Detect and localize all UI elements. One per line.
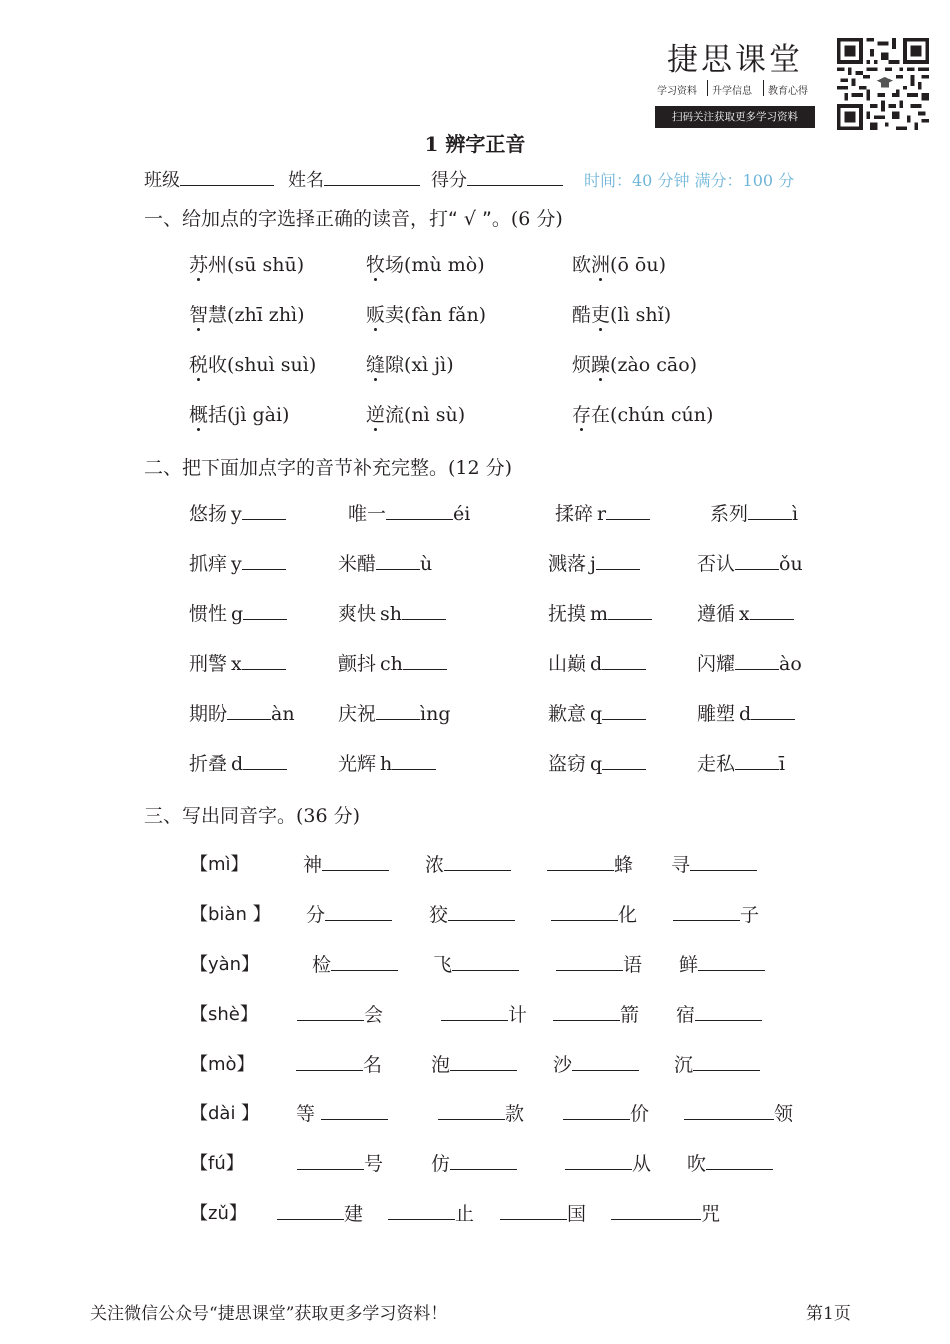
syllable-item [189,699,295,726]
homophone-item [431,1149,517,1176]
initial-hint: sh [380,603,403,625]
homophone-item [303,850,389,877]
final-hint: ào [779,653,802,675]
homophone-item [312,950,398,977]
answer-blank[interactable] [331,953,398,971]
homophone-item [429,900,515,927]
answer-blank[interactable] [444,853,511,871]
given-char: 蜂 [614,854,634,876]
word-char: 存 [572,400,591,427]
brand-name: 捷思课堂 [667,42,803,78]
syllable-item [548,549,640,576]
brand-divider [763,80,764,96]
pinyin-options: (mù mò) [404,254,485,276]
word-text: 抓痒 [189,553,228,575]
homophone-item [297,1149,383,1176]
pronunciation-item [366,350,454,377]
initial-hint: y [231,503,242,525]
initial-hint: d [739,703,752,725]
pinyin-options: (ō ōu) [610,254,667,276]
given-char: 号 [364,1153,384,1175]
word-char: 贩 [366,300,385,327]
pinyin-label: 【fú】 [190,1153,244,1174]
answer-blank[interactable] [325,903,392,921]
answer-blank[interactable] [392,752,436,770]
answer-blank[interactable] [242,502,286,520]
word-char: 收 [208,354,228,376]
word-char: 逆 [366,400,385,427]
homophone-item [441,1000,527,1027]
final-hint: ì [792,503,799,525]
final-hint: ìng [420,703,451,725]
homophone-item [679,950,765,977]
homophone-item [431,1050,517,1077]
pinyin-label: 【biàn 】 [190,904,271,925]
given-char: 分 [306,904,326,926]
word-text: 否认 [697,553,736,575]
pinyin-options: (fàn fǎn) [404,304,487,326]
answer-blank[interactable] [227,702,271,720]
syllable-item [189,599,287,626]
word-char: 税 [189,350,208,377]
given-char: 计 [508,1004,528,1026]
answer-blank[interactable] [243,602,287,620]
pinyin-options: (shuì suì) [227,354,317,376]
given-char: 寻 [671,854,691,876]
answer-blank[interactable] [243,752,287,770]
answer-blank[interactable] [563,1102,630,1120]
time-score-info: 时间：40 分钟 满分：100 分 [584,171,795,190]
given-char: 名 [363,1054,383,1076]
given-char: 鲜 [679,954,699,976]
given-char: 沙 [553,1054,573,1076]
word-text: 遵循 [697,603,736,625]
final-hint: àn [271,703,295,725]
given-char: 价 [630,1103,650,1125]
page-number: 第1页 [806,1304,851,1324]
given-char: 箭 [620,1004,640,1026]
homophone-item [553,1000,639,1027]
word-char: 流 [385,404,405,426]
answer-blank[interactable] [386,502,453,520]
homophone-item [674,1050,760,1077]
pronunciation-item [189,300,305,327]
given-char: 咒 [701,1203,721,1225]
answer-blank[interactable] [684,1102,774,1120]
word-text: 山巅 [548,653,587,675]
word-text: 盗窃 [548,753,587,775]
homophone-item [433,950,519,977]
pronunciation-item [189,400,289,427]
pronunciation-item [366,250,485,277]
answer-blank[interactable] [297,1003,364,1021]
word-text: 抚摸 [548,603,587,625]
footer-note: 关注微信公众号“捷思课堂”获取更多学习资料！ [90,1304,448,1324]
syllable-item [189,499,286,526]
pinyin-label: 【shè】 [190,1004,258,1025]
syllable-item [548,699,646,726]
answer-blank[interactable] [693,1053,760,1071]
info-score: 得分 [431,166,563,192]
brand-tag-2: 升学信息 [712,86,752,97]
given-char: 化 [618,904,638,926]
word-text: 刑警 [189,653,228,675]
syllable-item [697,599,794,626]
syllable-item [697,649,802,676]
syllable-item [338,549,432,576]
word-text: 庆祝 [338,703,377,725]
word-text: 歉意 [548,703,587,725]
info-name: 姓名 [288,166,420,192]
initial-hint: x [231,653,242,675]
given-char: 国 [567,1203,587,1225]
homophone-item [438,1099,524,1126]
word-char: 在 [591,404,611,426]
brand-divider [707,80,708,96]
given-char: 会 [364,1004,384,1026]
answer-blank[interactable] [438,1102,505,1120]
syllable-item [548,599,652,626]
word-char: 牧 [366,250,385,277]
initial-hint: g [231,603,244,625]
answer-blank[interactable] [695,1003,762,1021]
answer-blank[interactable] [402,602,446,620]
answer-blank[interactable] [547,853,614,871]
pinyin-options: (nì sù) [404,404,466,426]
answer-blank[interactable] [690,853,757,871]
word-text: 雕塑 [697,703,736,725]
answer-blank[interactable] [751,702,795,720]
word-text: 米醋 [338,553,377,575]
given-char: 吹 [687,1153,707,1175]
answer-blank[interactable] [572,1053,639,1071]
pinyin-options: (zào cāo) [610,354,698,376]
homophone-item [277,1199,363,1226]
syllable-item [555,499,650,526]
word-char: 括 [208,404,228,426]
given-char: 子 [740,904,760,926]
answer-blank[interactable] [606,502,650,520]
homophone-item [673,900,759,927]
word-text: 溅落 [548,553,587,575]
initial-hint: q [590,753,603,775]
answer-blank[interactable] [553,1003,620,1021]
syllable-item [338,649,447,676]
homophone-item [563,1099,649,1126]
answer-blank[interactable] [450,1053,517,1071]
word-text: 光辉 [338,753,377,775]
homophone-item [611,1199,720,1226]
answer-blank[interactable] [388,1202,455,1220]
answer-blank[interactable] [450,1152,517,1170]
answer-blank[interactable] [297,1152,364,1170]
word-char: 吏 [591,300,610,327]
brand-banner: 扫码关注获取更多学习资料 [655,106,815,128]
answer-blank[interactable] [565,1152,632,1170]
answer-blank[interactable] [242,552,286,570]
answer-blank[interactable] [551,903,618,921]
pronunciation-item [572,350,697,377]
syllable-item [348,499,470,526]
given-char: 泡 [431,1054,451,1076]
given-char: 飞 [433,954,453,976]
answer-blank[interactable] [500,1202,567,1220]
word-text: 期盼 [189,703,228,725]
homophone-item [565,1149,651,1176]
final-hint: ǒu [779,553,803,575]
final-hint: ù [420,553,433,575]
section-1-heading: 一、给加点的字选择正确的读音，打“ √ ”。(6 分) [144,208,563,230]
info-class: 班级 [144,166,274,192]
given-char: 等 [296,1103,322,1125]
given-char: 沉 [674,1054,694,1076]
answer-blank[interactable] [735,752,779,770]
homophone-item [687,1149,773,1176]
pinyin-options: (chún cún) [610,404,714,426]
answer-blank[interactable] [706,1152,773,1170]
word-char: 概 [189,400,208,427]
initial-hint: y [231,553,242,575]
syllable-item [710,499,798,526]
answer-blank[interactable] [735,552,779,570]
word-text: 悠扬 [189,503,228,525]
homophone-item [556,950,642,977]
word-char: 躁 [591,350,610,377]
word-text: 闪耀 [697,653,736,675]
answer-blank[interactable] [296,1053,363,1071]
homophone-item [553,1050,639,1077]
initial-hint: ch [380,653,403,675]
word-char: 场 [385,254,405,276]
word-char: 智 [189,300,208,327]
initial-hint: d [590,653,603,675]
answer-blank[interactable] [611,1202,701,1220]
initial-hint: d [231,753,244,775]
homophone-item [306,900,392,927]
pinyin-options: (jì gài) [227,404,290,426]
pinyin-label: 【mì】 [190,854,249,875]
homophone-item [296,1050,382,1077]
answer-blank[interactable] [602,752,646,770]
syllable-item [338,749,436,776]
word-text: 爽快 [338,603,377,625]
answer-blank[interactable] [602,702,646,720]
syllable-item [697,699,795,726]
section-3-heading: 三、写出同音字。(36 分) [144,805,361,827]
pronunciation-item [572,400,713,427]
pinyin-options: (zhī zhì) [227,304,305,326]
final-hint: ī [779,753,786,775]
word-char: 苏 [189,250,208,277]
answer-blank[interactable] [698,953,765,971]
answer-blank[interactable] [608,602,652,620]
answer-blank[interactable] [403,652,447,670]
answer-blank[interactable] [735,652,779,670]
given-char: 狡 [429,904,449,926]
word-char: 卖 [385,304,405,326]
answer-blank[interactable] [602,652,646,670]
answer-blank[interactable] [448,903,515,921]
section-2-heading: 二、把下面加点字的音节补充完整。(12 分) [144,457,513,479]
syllable-item [189,549,286,576]
word-char: 欧 [572,254,592,276]
syllable-item [189,649,286,676]
given-char: 神 [303,854,323,876]
homophone-item [551,900,637,927]
syllable-item [697,749,785,776]
answer-blank[interactable] [322,853,389,871]
answer-blank[interactable] [321,1102,388,1120]
answer-blank[interactable] [596,552,640,570]
word-char: 洲 [591,250,610,277]
pinyin-options: (xì jì) [404,354,454,376]
homophone-item [671,850,757,877]
word-text: 惯性 [189,603,228,625]
syllable-item [189,749,287,776]
homophone-item [684,1099,793,1126]
brand-tag-1: 学习资料 [657,86,697,97]
final-hint: éi [453,503,471,525]
syllable-item [548,649,646,676]
word-char: 州 [208,254,228,276]
initial-hint: m [590,603,609,625]
initial-hint: j [590,553,596,575]
pinyin-options: (lì shǐ) [610,304,672,326]
word-text: 唯一 [348,503,387,525]
answer-blank[interactable] [441,1003,508,1021]
given-char: 止 [455,1203,475,1225]
initial-hint: q [590,703,603,725]
word-text: 揉碎 [555,503,594,525]
pinyin-label: 【dài 】 [190,1103,260,1124]
given-char: 浓 [425,854,445,876]
word-text: 颤抖 [338,653,377,675]
pronunciation-item [572,250,666,277]
given-char: 宿 [676,1004,696,1026]
pronunciation-item [366,300,486,327]
word-text: 系列 [710,503,749,525]
initial-hint: h [380,753,393,775]
pronunciation-item [189,250,304,277]
given-char: 建 [344,1203,364,1225]
pinyin-label: 【yàn】 [190,954,260,975]
word-char: 隙 [385,354,405,376]
given-char: 领 [774,1103,794,1125]
syllable-item [338,599,446,626]
page-title: 1 辨字正音 [424,132,526,156]
initial-hint: r [597,503,607,525]
answer-blank[interactable] [673,903,740,921]
brand-tag-3: 教育心得 [768,86,808,97]
homophone-item [500,1199,586,1226]
word-char: 烦 [572,354,592,376]
qr-code-icon [837,38,929,130]
pronunciation-item [189,350,316,377]
word-char: 缝 [366,350,385,377]
answer-blank[interactable] [376,702,420,720]
pinyin-label: 【zǔ】 [190,1203,247,1224]
given-char: 仿 [431,1153,451,1175]
word-text: 走私 [697,753,736,775]
homophone-item [547,850,633,877]
pinyin-label: 【mò】 [190,1054,255,1075]
given-char: 款 [505,1103,525,1125]
homophone-item [297,1000,383,1027]
answer-blank[interactable] [242,652,286,670]
syllable-item [548,749,646,776]
homophone-item [425,850,511,877]
answer-blank[interactable] [748,502,792,520]
given-char: 从 [632,1153,652,1175]
homophone-item [296,1099,388,1126]
answer-blank[interactable] [452,953,519,971]
syllable-item [697,549,803,576]
homophone-item [676,1000,762,1027]
pinyin-options: (sū shū) [227,254,305,276]
answer-blank[interactable] [376,552,420,570]
answer-blank[interactable] [277,1202,344,1220]
word-char: 慧 [208,304,228,326]
given-char: 检 [312,954,332,976]
syllable-item [338,699,451,726]
initial-hint: x [739,603,750,625]
pronunciation-item [572,300,671,327]
homophone-item [388,1199,474,1226]
word-text: 折叠 [189,753,228,775]
word-char: 酷 [572,304,592,326]
pronunciation-item [366,400,465,427]
answer-blank[interactable] [750,602,794,620]
answer-blank[interactable] [556,953,623,971]
given-char: 语 [623,954,643,976]
